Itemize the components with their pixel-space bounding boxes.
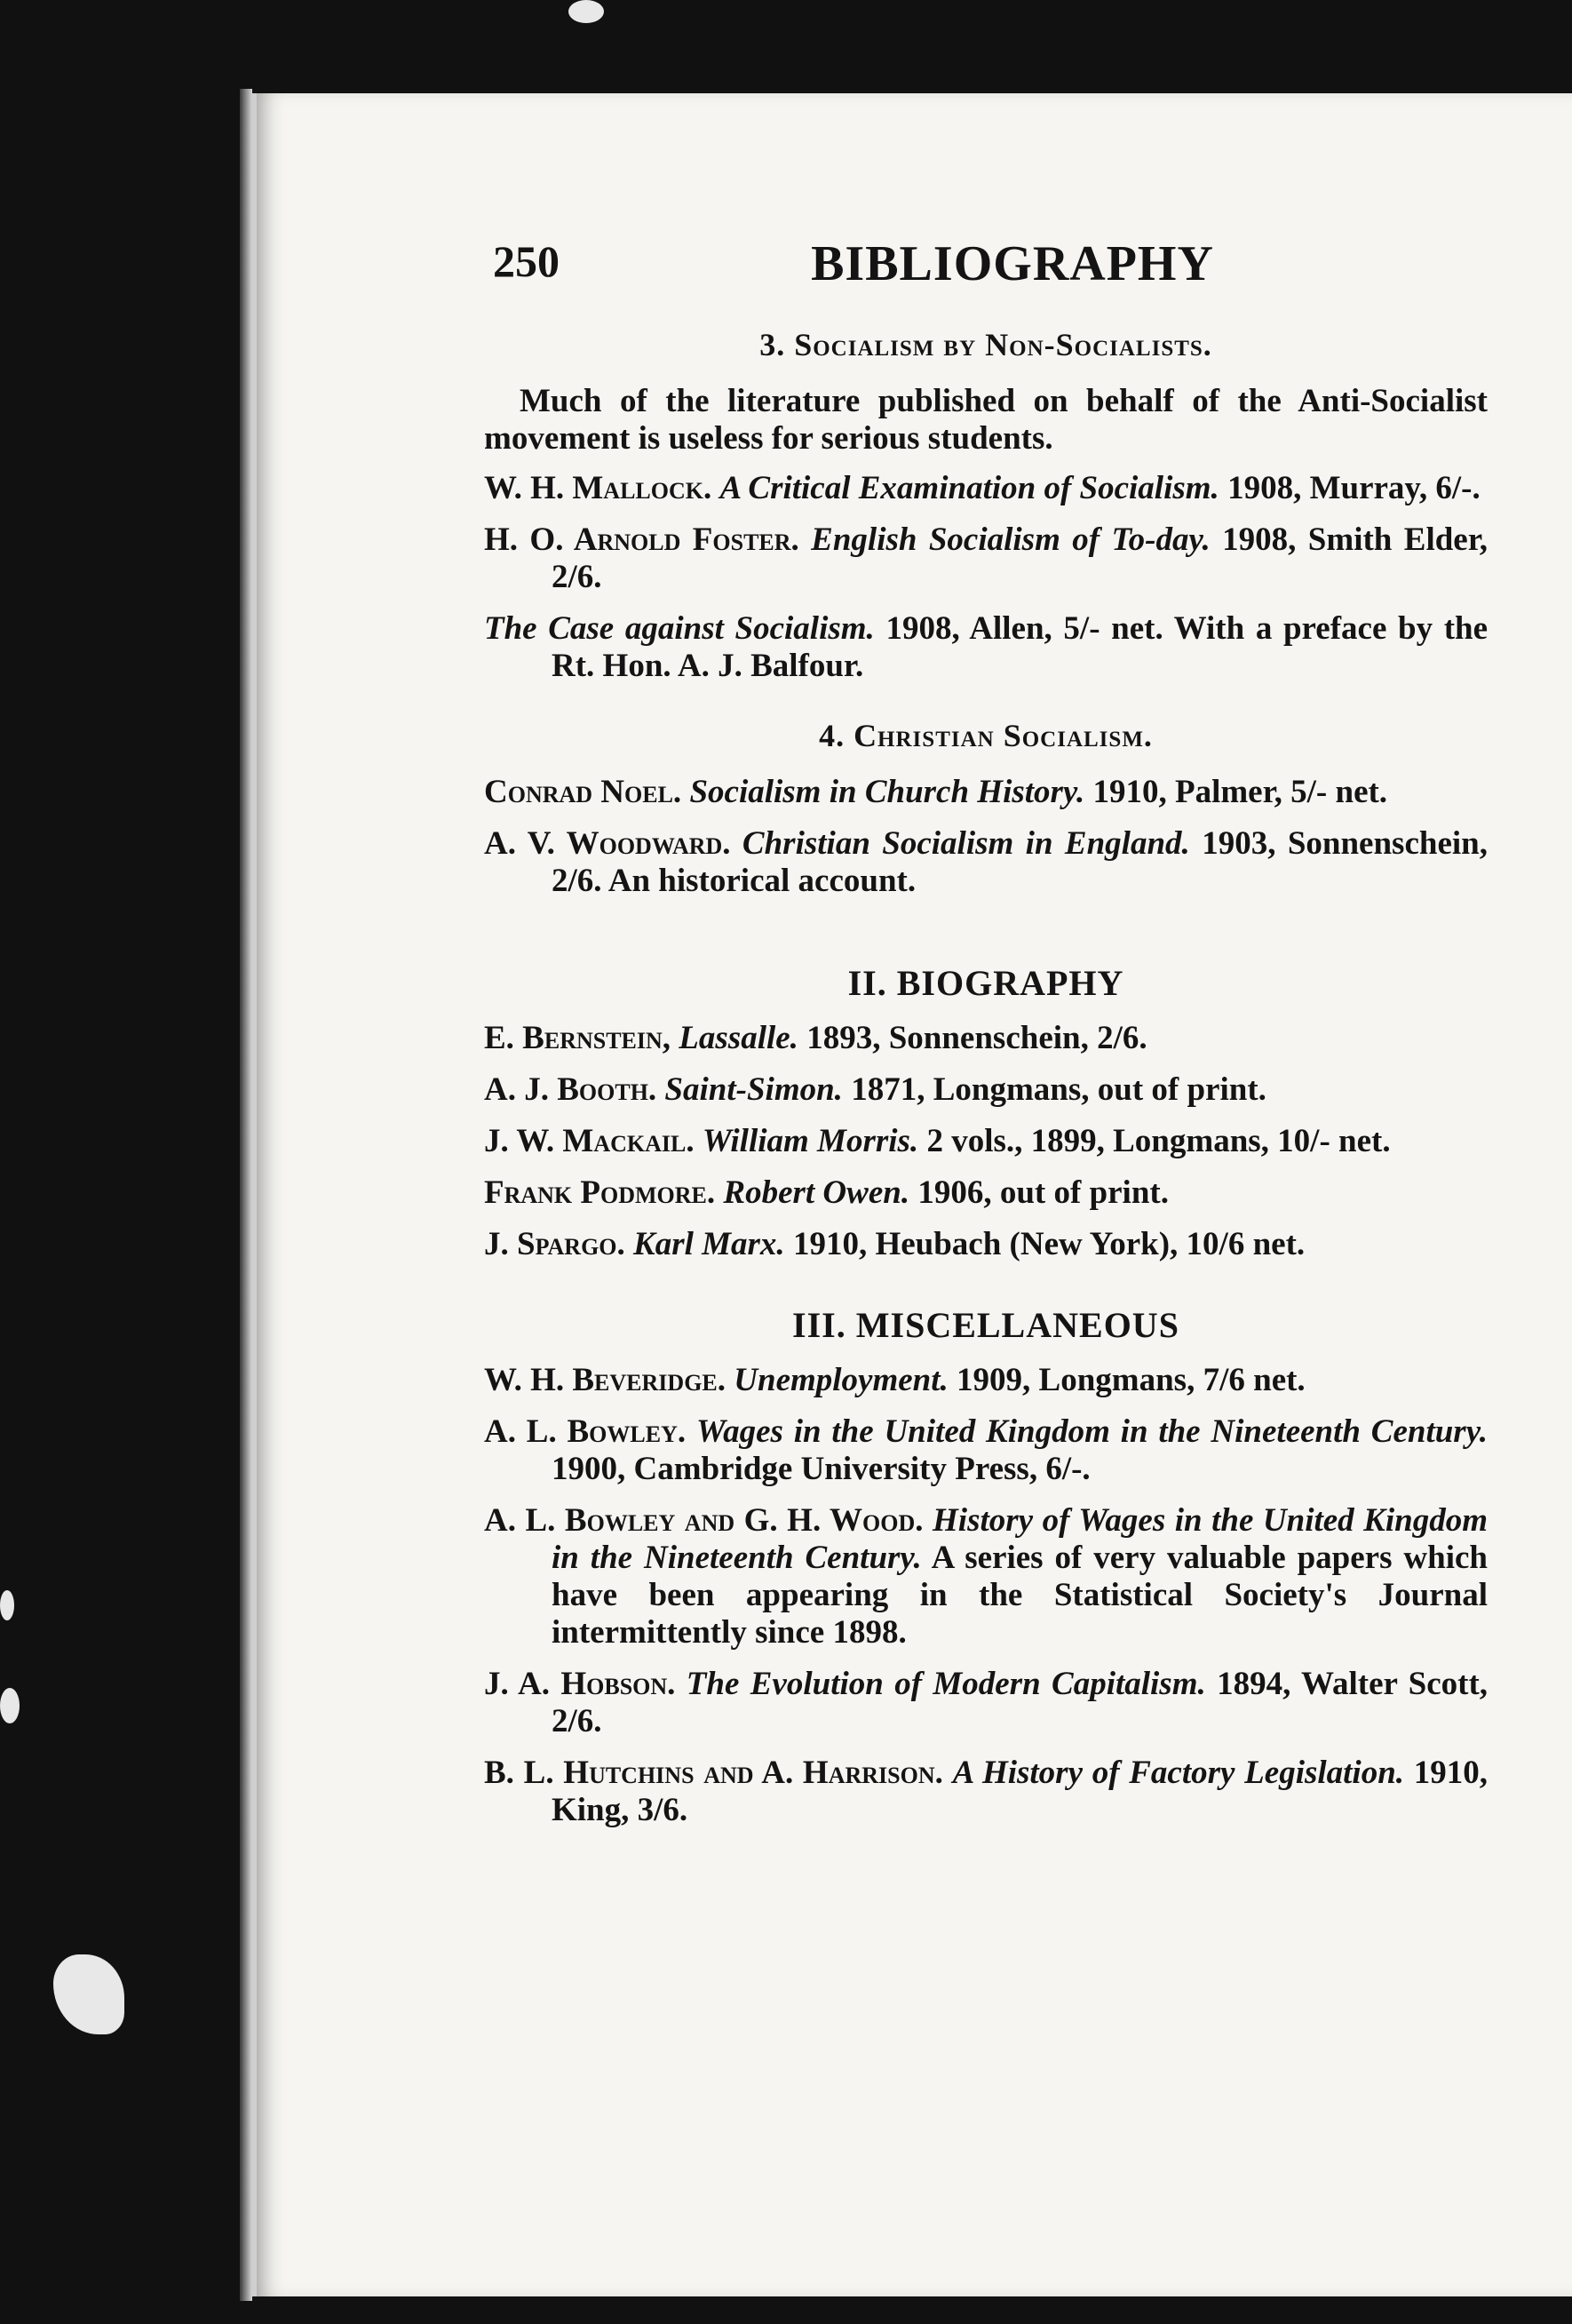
part-heading-biography: II. BIOGRAPHY [847,963,1124,1003]
bibliography-entry [484,610,1488,685]
entry-title: Saint-Simon. [664,1071,843,1108]
entry-details: 1903, Sonnenschein, 2/6. An historical account. [552,825,1488,899]
entry-details: 1908, Smith Elder, 2/6. [552,521,1488,595]
entry-details: 1910, King, 3/6. [552,1755,1489,1828]
bibliography-entry [484,1226,1488,1263]
bibliography-entry [484,1502,1488,1651]
entry-author: A. L. Bowley and G. H. Wood. [484,1502,924,1539]
entry-title: William Morris. [702,1123,919,1159]
section-heading-christian-socialism: 4. Christian Socialism. [819,718,1153,753]
entry-author: J. Spargo. [484,1226,625,1262]
entry-author: H. O. Arnold Foster. [484,521,799,558]
entry-author: A. J. Booth. [484,1071,657,1108]
bibliography-entry [484,470,1488,507]
entry-details: 1871, Longmans, out of print. [851,1071,1266,1108]
entry-author: Conrad Noel. [484,774,682,810]
entry-author: A. L. Bowley. [484,1413,687,1450]
bibliography-entry [484,825,1488,900]
bibliography-entry [484,1362,1488,1399]
entry-author: J. A. Hobson. [484,1666,676,1702]
entry-title: Robert Owen. [723,1174,910,1211]
entry-details: 1910, Palmer, 5/- net. [1092,774,1388,810]
scan-speck [0,1688,20,1723]
section-intro: Much of the literature published on behalf of the Anti-Socialist movement is useless for serious students. [484,383,1488,457]
entry-author: J. W. Mackail. [484,1123,695,1159]
entry-title: The Case against Socialism. [484,610,875,647]
section-heading-socialism-by-non-socialists: 3. Socialism by Non-Socialists. [759,327,1212,362]
scan-speck [0,1590,14,1620]
entry-author: B. L. Hutchins and A. Harrison. [484,1755,943,1791]
bibliography-entry [484,1666,1488,1740]
running-head [484,235,1488,306]
entry-details: 1909, Longmans, 7/6 net. [957,1362,1306,1398]
entry-author: W. H. Mallock. [484,470,712,506]
bibliography-entry [484,1020,1488,1057]
entry-details: 2 vols., 1899, Longmans, 10/- net. [926,1123,1391,1159]
entry-details: 1910, Heubach (New York), 10/6 net. [792,1226,1306,1262]
entry-author: W. H. Beveridge. [484,1362,726,1398]
entry-title: Socialism in Church History. [689,774,1085,810]
page-title: BIBLIOGRAPHY [811,236,1214,291]
entry-details: A series of very valuable papers which have been appearing in the Statistical Society's Journal intermittently since 1898. [552,1540,1488,1651]
entry-title: Christian Socialism in England. [742,825,1190,862]
part-heading-miscellaneous: III. MISCELLANEOUS [792,1305,1179,1345]
entry-details: 1900, Cambridge University Press, 6/-. [552,1451,1091,1487]
entry-details: 1906, out of print. [917,1174,1169,1211]
entry-details: 1908, Murray, 6/-. [1227,470,1481,506]
page-edge [240,89,252,2301]
bibliography-entry [484,1071,1488,1109]
entry-title: English Socialism of To-day. [811,521,1211,558]
entry-title: A Critical Examination of Socialism. [719,470,1219,506]
page-content [484,235,1488,1843]
bibliography-entry [484,1413,1488,1488]
bibliography-entry [484,1755,1488,1829]
entry-title: The Evolution of Modern Capitalism. [686,1666,1206,1702]
entry-details: 1894, Walter Scott, 2/6. [552,1666,1489,1739]
entry-details: 1893, Sonnenschein, 2/6. [806,1020,1147,1056]
entry-title: Karl Marx. [633,1226,785,1262]
entry-details: 1908, Allen, 5/- net. With a preface by the Rt. Hon. A. J. Balfour. [552,610,1489,684]
scan-speck [568,0,604,23]
entry-author: E. Bernstein, [484,1020,671,1056]
entry-title: History of Wages in the United Kingdom in the Nineteenth Century. [552,1502,1489,1576]
bibliography-entry [484,521,1488,596]
page-number: 250 [493,236,560,286]
entry-title: Unemployment. [734,1362,949,1398]
entry-title: Lassalle. [679,1020,798,1056]
bibliography-entry [484,1123,1488,1160]
entry-title: A History of Factory Legislation. [952,1755,1405,1791]
entry-title: Wages in the United Kingdom in the Nineteenth Century. [695,1413,1489,1450]
entry-author: A. V. Woodward. [484,825,731,862]
entry-author: Frank Podmore. [484,1174,716,1211]
bibliography-entry [484,1174,1488,1212]
bibliography-entry [484,774,1488,811]
